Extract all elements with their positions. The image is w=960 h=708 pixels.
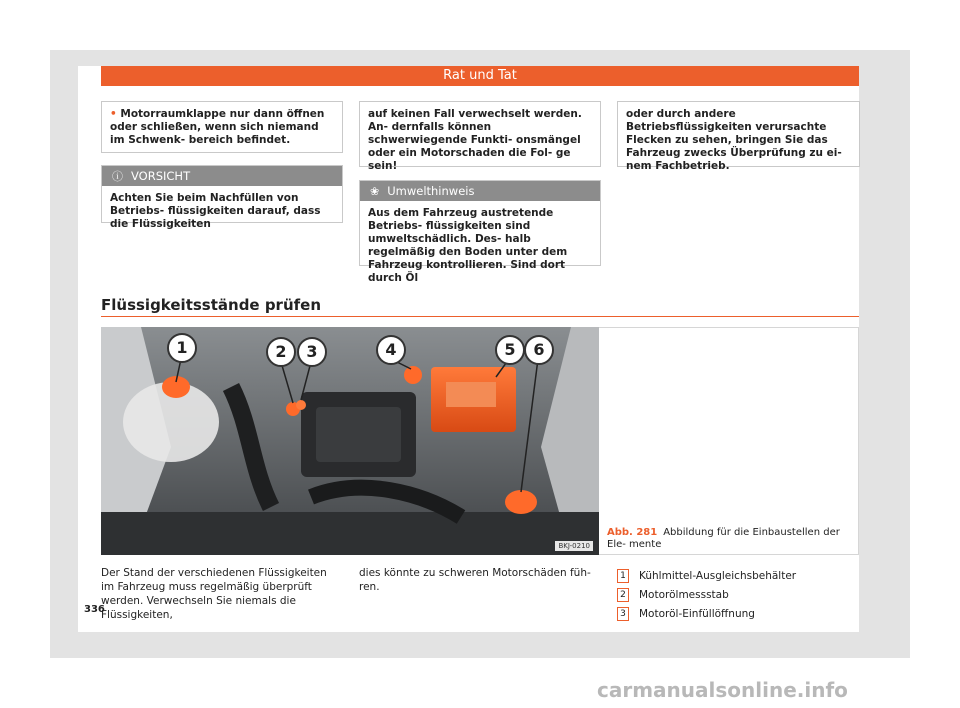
- legend-number: 2: [617, 588, 629, 602]
- environment-header: [360, 181, 600, 201]
- legend-item: [617, 604, 857, 623]
- caution-title: VORSICHT: [131, 169, 191, 183]
- environment-continuation-box: [617, 101, 860, 172]
- legend-label: Kühlmittel-Ausgleichsbehälter: [639, 569, 797, 582]
- callout-2: 2: [266, 337, 296, 367]
- callout-4: 4: [376, 335, 406, 365]
- callout-1: 1: [167, 333, 197, 363]
- watermark: carmanualsonline.info: [597, 678, 848, 702]
- environment-title: Umwelthinweis: [387, 184, 475, 198]
- caption-label: Abb. 281: [607, 527, 658, 538]
- legend-number: 3: [617, 607, 629, 621]
- callout-6: 6: [524, 335, 554, 365]
- environment-text: Aus dem Fahrzeug austretende Betriebs- flüssigkeiten sind umweltschädlich. Des- halb regelmäßig den Boden unter dem Fahrzeug kontrollieren. Sind dort durch Öl: [368, 207, 568, 284]
- bullet-icon: •: [110, 108, 117, 120]
- caption-panel: [599, 327, 859, 555]
- warning-continuation-text: auf keinen Fall verwechselt werden. An- dernfalls können schwerwiegende Funkti- onsmängel oder ein Motorschaden die Fol- ge sein!: [368, 108, 582, 172]
- chapter-header: Rat und Tat: [101, 66, 859, 86]
- image-id-label: BKJ-0210: [555, 541, 593, 551]
- safety-bullet-text: Motorraumklappe nur dann öffnen oder schließen, wenn sich niemand im Schwenk- bereich befindet.: [110, 108, 325, 146]
- legend-label: Motoröl-Einfüllöffnung: [639, 607, 755, 620]
- flower-icon: ❀: [370, 185, 380, 198]
- caution-text: Achten Sie beim Nachfüllen von Betriebs- flüssigkeiten darauf, dass die Flüssigkeiten: [110, 192, 321, 230]
- body-text-middle: dies könnte zu schweren Motorschäden füh- ren.: [359, 567, 591, 593]
- safety-bullet-box: [101, 101, 343, 153]
- environment-continuation-text: oder durch andere Betriebsflüssigkeiten verursachte Flecken zu sehen, bringen Sie das Fahrzeug zwecks Überprüfung zu ei- nem Fachbetrieb.: [626, 108, 842, 172]
- legend-label: Motorölmessstab: [639, 588, 729, 601]
- warning-continuation-box: [359, 101, 601, 172]
- legend-item: [617, 585, 857, 604]
- legend-list: [617, 566, 857, 623]
- section-divider: [101, 316, 859, 317]
- callout-3: 3: [297, 337, 327, 367]
- section-title: Flüssigkeitsstände prüfen: [101, 296, 322, 314]
- caption-text: Abbildung für die Einbaustellen der Ele- mente: [607, 527, 840, 550]
- environment-box: [359, 180, 601, 284]
- page-number: 336: [84, 604, 105, 615]
- callout-5: 5: [495, 335, 525, 365]
- figure-caption: [607, 527, 857, 551]
- engine-bay-figure: [101, 327, 599, 555]
- caution-header: [102, 166, 342, 186]
- body-text-left: Der Stand der verschiedenen Flüssigkeiten im Fahrzeug muss regelmäßig überprüft werden. Verwechseln Sie niemals die Flüssigkeiten,: [101, 567, 327, 621]
- legend-item: [617, 566, 857, 585]
- legend-number: 1: [617, 569, 629, 583]
- caution-box: [101, 165, 343, 230]
- info-circle-icon: ⓘ: [112, 170, 123, 183]
